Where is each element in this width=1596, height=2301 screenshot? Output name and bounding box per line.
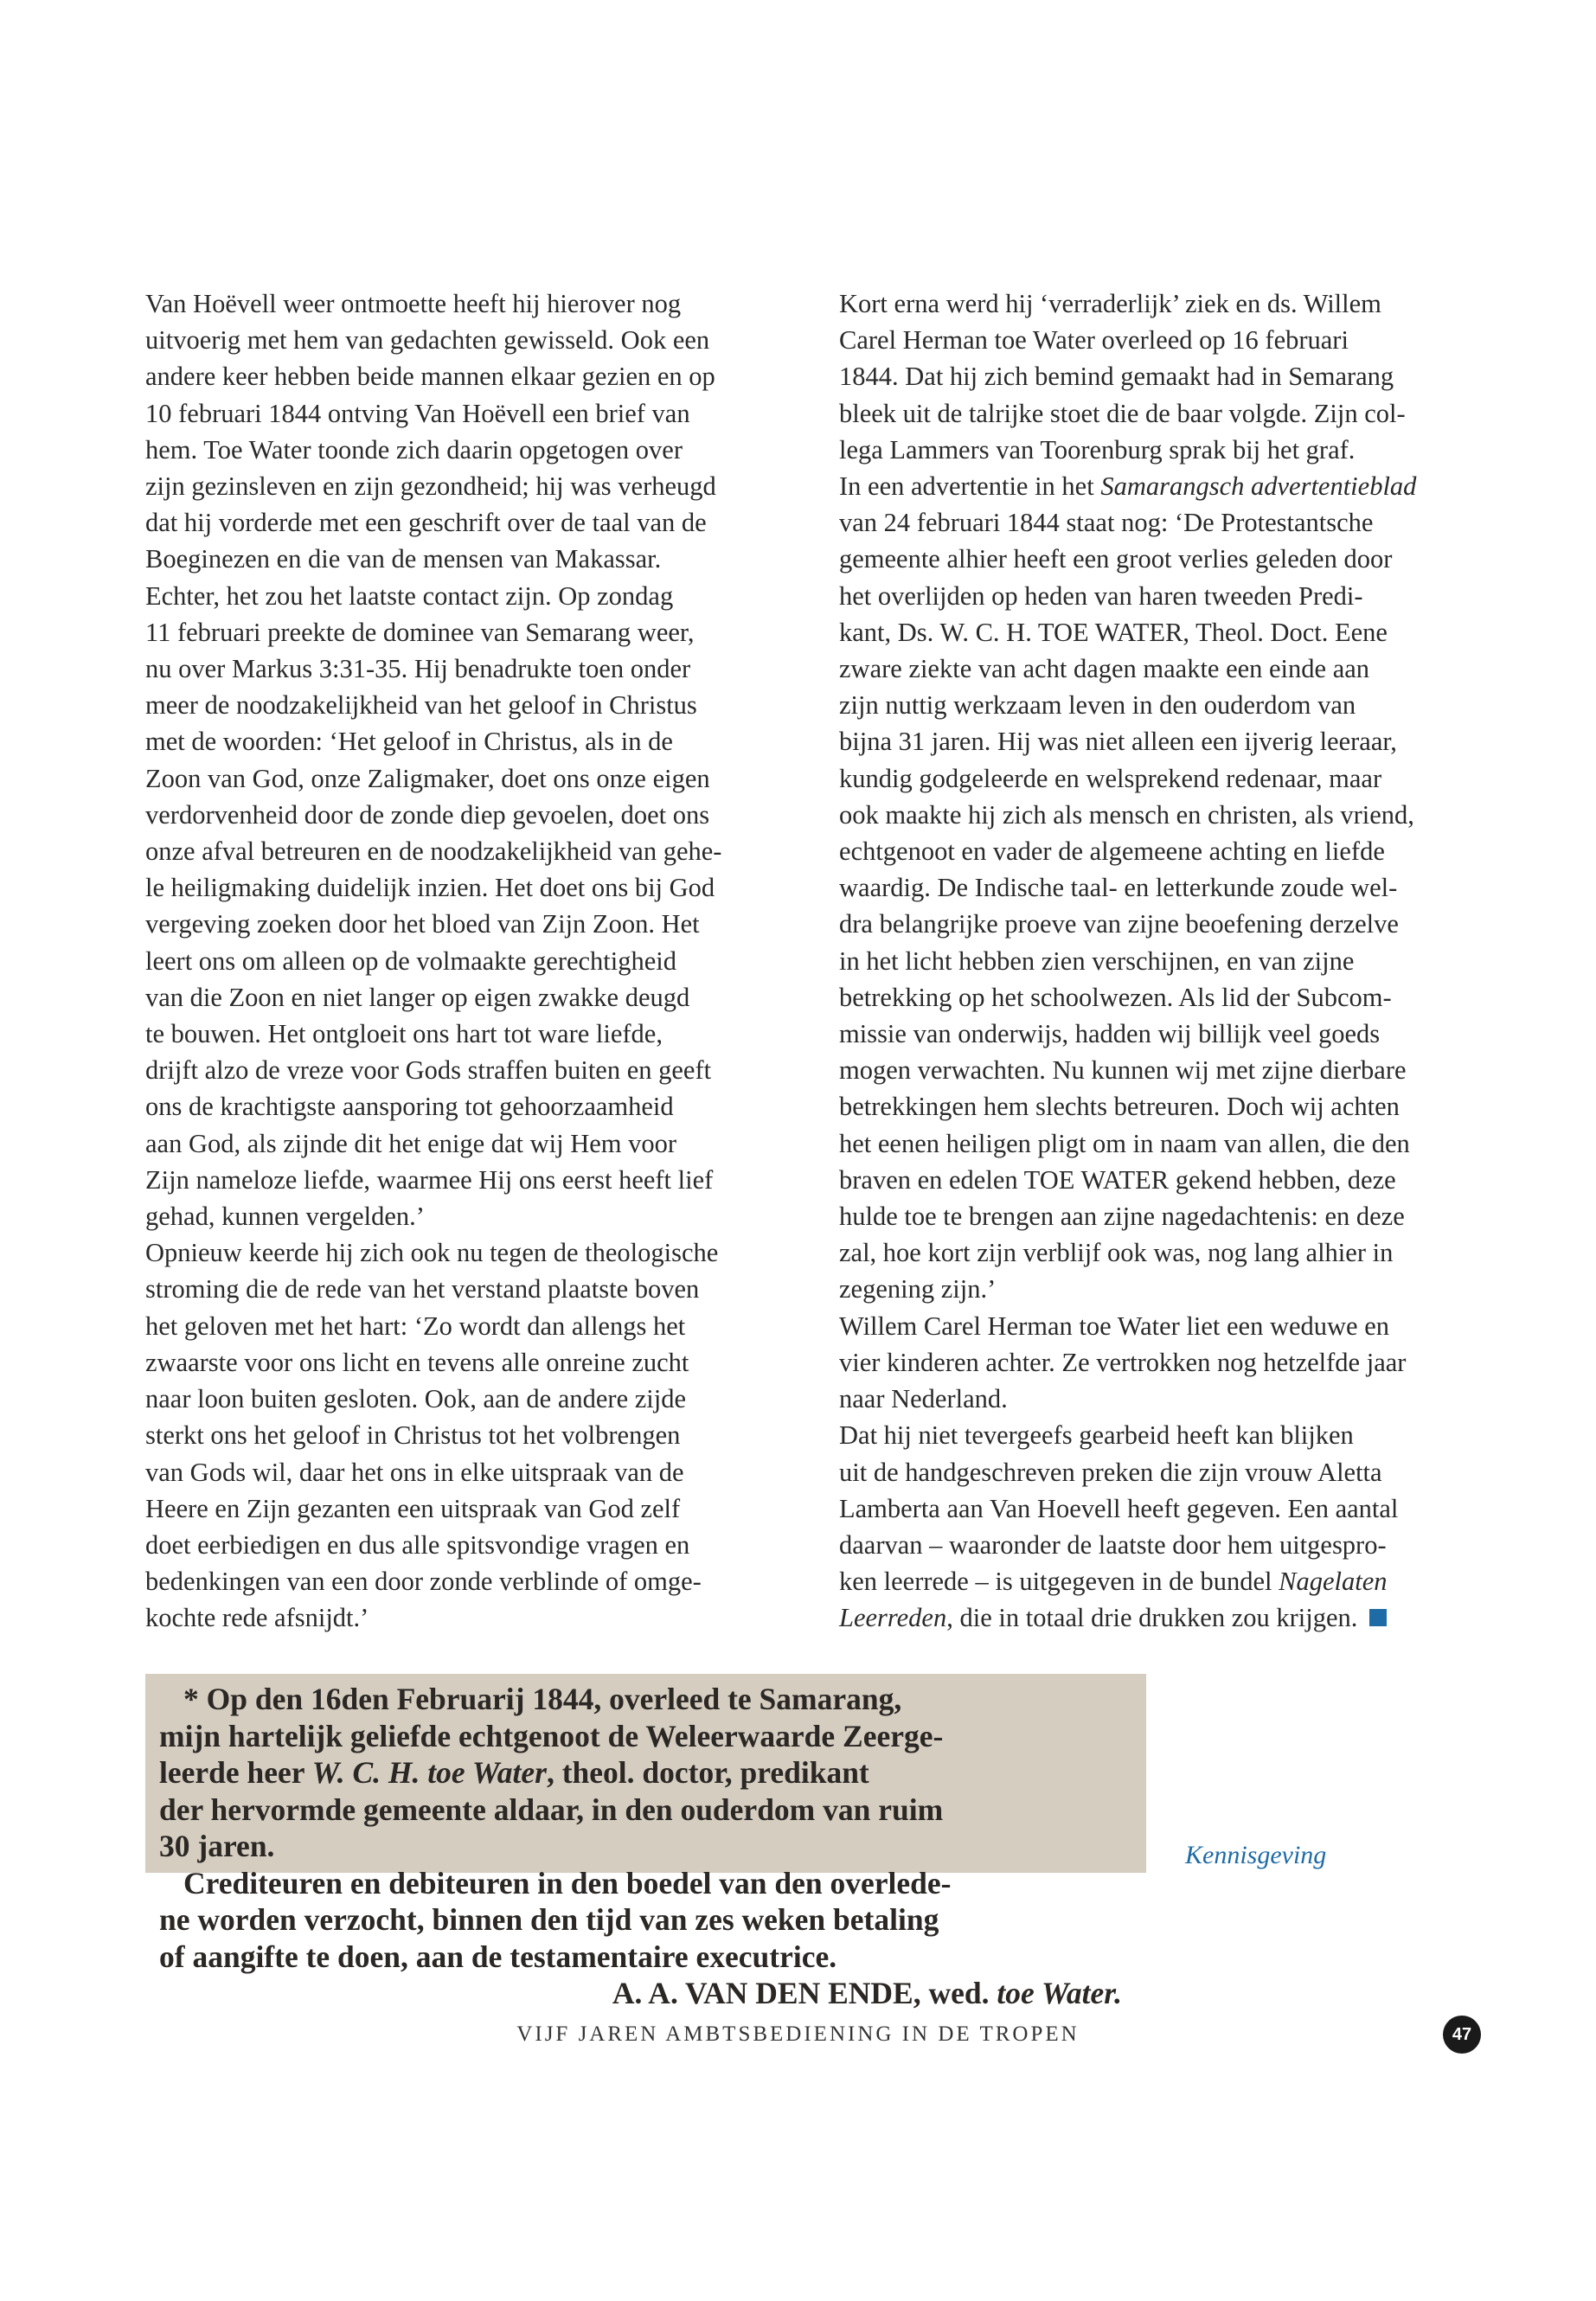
right-p2-line: in het licht hebben zien verschijnen, en van zijne [839,945,1355,976]
left-p1-line: van die Zoon en niet langer op eigen zwakke deugd [145,982,690,1012]
clipping-signature-name: A. A. VAN DEN ENDE, wed. [612,1976,997,2010]
newspaper-title: Samarangsch advertentieblad [1100,471,1417,502]
clipping-deceased-name: W. C. H. toe Water [311,1755,547,1790]
left-p2-line: zwaarste voor ons licht en tevens alle onreine zucht [145,1347,689,1377]
left-p2-line: doet eerbiedigen en dus alle spitsvondige vragen en [145,1529,690,1560]
left-paragraph-1 [145,285,820,1234]
left-p1-line: 10 februari 1844 ontving Van Hoëvell een brief van [145,398,690,428]
right-p2-line: zware ziekte van acht dagen maakte een einde aan [839,654,1370,684]
left-p2-line: van Gods wil, daar het ons in elke uitspraak van de [145,1457,684,1487]
right-paragraph-3 [839,1308,1514,1418]
right-p2-line: waardig. De Indische taal- en letterkunde zoude wel- [839,873,1398,903]
right-p2-line: bijna 31 jaren. Hij was niet alleen een ijverig leeraar, [839,727,1397,757]
clipping-line-3-a: leerde heer [159,1755,312,1790]
left-p1-line: drijft alzo de vreze voor Gods straffen buiten en geeft [145,1055,712,1086]
bundle-title-part-1: Nagelaten [1279,1567,1388,1597]
left-p1-line: nu over Markus 3:31-35. Hij benadrukte toen onder [145,654,691,684]
left-p1-line: gehad, kunnen vergelden.’ [145,1202,425,1232]
left-p1-line: dat hij vorderde met een geschrift over de taal van de [145,508,707,538]
left-p1-line: vergeving zoeken door het bloed van Zijn Zoon. Het [145,909,700,939]
right-p2-line: missie van onderwijs, hadden wij billijk veel goeds [839,1019,1381,1049]
right-p2-line: zijn nuttig werkzaam leven in den ouderdom van [839,690,1356,721]
left-p2-line: bedenkingen van een door zonde verblinde of omge- [145,1567,702,1597]
running-footer-title: VIJF JAREN AMBTSBEDIENING IN DE TROPEN [516,2022,1080,2046]
right-paragraph-2 [839,468,1514,1308]
left-column [145,285,820,1637]
clipping-line-2: mijn hartelijk geliefde echtgenoot de Weleerwaarde Zeerge- [159,1718,944,1753]
left-p2-line: stroming die de rede van het verstand plaatste boven [145,1274,700,1304]
left-p1-line: verdorvenheid door de zonde diep gevoelen, doet ons [145,799,710,830]
clipping-line-5: 30 jaren. [159,1829,275,1863]
right-p1-line: Kort erna werd hij ‘verraderlijk’ ziek en ds. Willem [839,289,1381,318]
left-p2-line: Opnieuw keerde hij zich ook nu tegen de theologische [145,1238,719,1268]
left-p1-line: zijn gezinsleven en zijn gezondheid; hij was verheugd [145,471,716,502]
clipping-line-8: of aangifte te doen, aan de testamentaire executrice. [159,1939,837,1974]
clipping-line-6: Crediteuren en debiteuren in den boedel van den overlede- [183,1865,952,1900]
advert-intro-text: In een advertentie in het [839,471,1101,502]
left-p2-line: Heere en Zijn gezanten een uitspraak van God zelf [145,1493,681,1523]
left-p1-line: te bouwen. Het ontgloeit ons hart tot ware liefde, [145,1019,663,1049]
bundle-title-part-2: Leerreden [839,1603,947,1633]
clipping-line-1: * Op den 16den Februarij 1844, overleed te Samarang, [183,1682,902,1716]
right-p4-line: daarvan – waaronder de laatste door hem uitgespro- [839,1529,1387,1560]
right-p3-line: Willem Carel Herman toe Water liet een weduwe en [839,1311,1389,1341]
right-p2-line: dra belangrijke proeve van zijne beoefening derzelve [839,909,1399,939]
right-p2-line: betrekkingen hem slechts betreuren. Doch wij achten [839,1092,1400,1122]
clipping-line-3-b: , theol. doctor, predikant [546,1755,869,1790]
right-p4-line: Dat hij niet tevergeefs gearbeid heeft kan blijken [839,1420,1354,1451]
left-p1-line: met de woorden: ‘Het geloof in Christus, als in de [145,727,673,757]
right-p2-line: zal, hoe kort zijn verblijf ook was, nog lang alhier in [839,1238,1394,1268]
right-p2-line: betrekking op het schoolwezen. Als lid der Subcom- [839,982,1392,1012]
right-p2-line: zegening zijn.’ [839,1274,997,1304]
clipping-line-4: der hervormde gemeente aldaar, in den ouderdom van ruim [159,1791,944,1827]
newspaper-clipping [145,1674,1146,2010]
left-p1-line: Boeginezen en die van de mensen van Makassar. [145,544,662,574]
left-p1-line: uitvoerig met hem van gedachten gewisseld. Ook een [145,325,710,356]
right-paragraph-1 [839,285,1514,468]
closing-text: , die in totaal drie drukken zou krijgen. [946,1603,1358,1633]
end-of-article-square-icon [1369,1609,1387,1626]
left-p2-line: kochte rede afsnijdt.’ [145,1603,369,1633]
left-p1-line: Zoon van God, onze Zaligmaker, doet ons onze eigen [145,763,710,793]
right-p2-line: echtgenoot en vader de algemeene achting en liefde [839,836,1385,867]
right-p4-line: uit de handgeschreven preken die zijn vrouw Aletta [839,1457,1382,1487]
left-p1-line: onze afval betreuren en de noodzakelijkheid van gehe- [145,836,722,867]
right-p2-line: van 24 februari 1844 staat nog: ‘De Protestantsche [839,508,1374,538]
left-p1-line: Zijn nameloze liefde, waarmee Hij ons eerst heeft lief [145,1164,714,1195]
left-p1-line: 11 februari preekte de dominee van Semarang weer, [145,617,695,647]
left-p1-line: andere keer hebben beide mannen elkaar gezien en op [145,362,715,392]
page-number-badge: 47 [1443,2016,1481,2054]
left-p1-line: hem. Toe Water toonde zich daarin opgetogen over [145,434,683,465]
left-p1-line: aan God, als zijnde dit het enige dat wij Hem voor [145,1128,677,1158]
right-p3-line: vier kinderen achter. Ze vertrokken nog hetzelfde jaar [839,1347,1407,1377]
right-p2-line: mogen verwachten. Nu kunnen wij met zijne dierbare [839,1055,1407,1086]
left-paragraph-2 [145,1234,820,1636]
clipping-line-3 [159,1754,1129,1791]
right-p2-line: braven en edelen TOE WATER gekend hebben, deze [839,1164,1396,1195]
right-p1-line: 1844. Dat hij zich bemind gemaakt had in Semarang [839,362,1394,392]
left-p2-line: naar loon buiten gesloten. Ook, aan de andere zijde [145,1384,687,1414]
clipping-line-7: ne worden verzocht, binnen den tijd van zes weken betaling [159,1902,939,1937]
right-p2-line: hulde toe te brengen aan zijne nagedachtenis: en deze [839,1202,1405,1232]
left-p1-line: leert ons om alleen op de volmaakte gerechtigheid [145,945,677,976]
right-paragraph-4 [839,1417,1514,1636]
bundle-intro-text: ken leerrede – is uitgegeven in de bundel [839,1567,1279,1597]
right-p2-line: het eenen heiligen pligt om in naam van allen, die den [839,1128,1410,1158]
right-p2-line: het overlijden op heden van haren tweeden Predi- [839,580,1363,611]
right-p1-line: Carel Herman toe Water overleed op 16 februari [839,325,1349,356]
right-p2-line: gemeente alhier heeft een groot verlies geleden door [839,544,1393,574]
right-p1-line: lega Lammers van Toorenburg sprak bij het graf. [839,434,1356,465]
clipping-signature [159,1975,1129,2012]
right-p3-line: naar Nederland. [839,1384,1008,1414]
image-caption: Kennisgeving [1185,1841,1327,1869]
left-p2-line: het geloven met het hart: ‘Zo wordt dan allengs het [145,1311,686,1341]
left-p1-line: Van Hoëvell weer ontmoette heeft hij hierover nog [145,289,682,318]
right-p2-line: kant, Ds. W. C. H. TOE WATER, Theol. Doct. Eene [839,617,1388,647]
left-p1-line: meer de noodzakelijkheid van het geloof in Christus [145,690,697,721]
clipping-signature-surname: toe Water. [997,1976,1122,2010]
right-p2-line: ook maakte hij zich als mensch en christen, als vriend, [839,799,1414,830]
left-p2-line: sterkt ons het geloof in Christus tot het volbrengen [145,1420,681,1451]
left-p1-line: le heiligmaking duidelijk inzien. Het doet ons bij God [145,873,715,903]
right-p4-line: Lamberta aan Van Hoevell heeft gegeven. Een aantal [839,1493,1399,1523]
right-p1-line: bleek uit de talrijke stoet die de baar volgde. Zijn col- [839,398,1406,428]
left-p1-line: ons de krachtigste aansporing tot gehoorzaamheid [145,1092,674,1122]
right-p2-line: kundig godgeleerde en welsprekend redenaar, maar [839,763,1382,793]
left-p1-line: Echter, het zou het laatste contact zijn. Op zondag [145,580,674,611]
right-column [839,285,1514,1637]
